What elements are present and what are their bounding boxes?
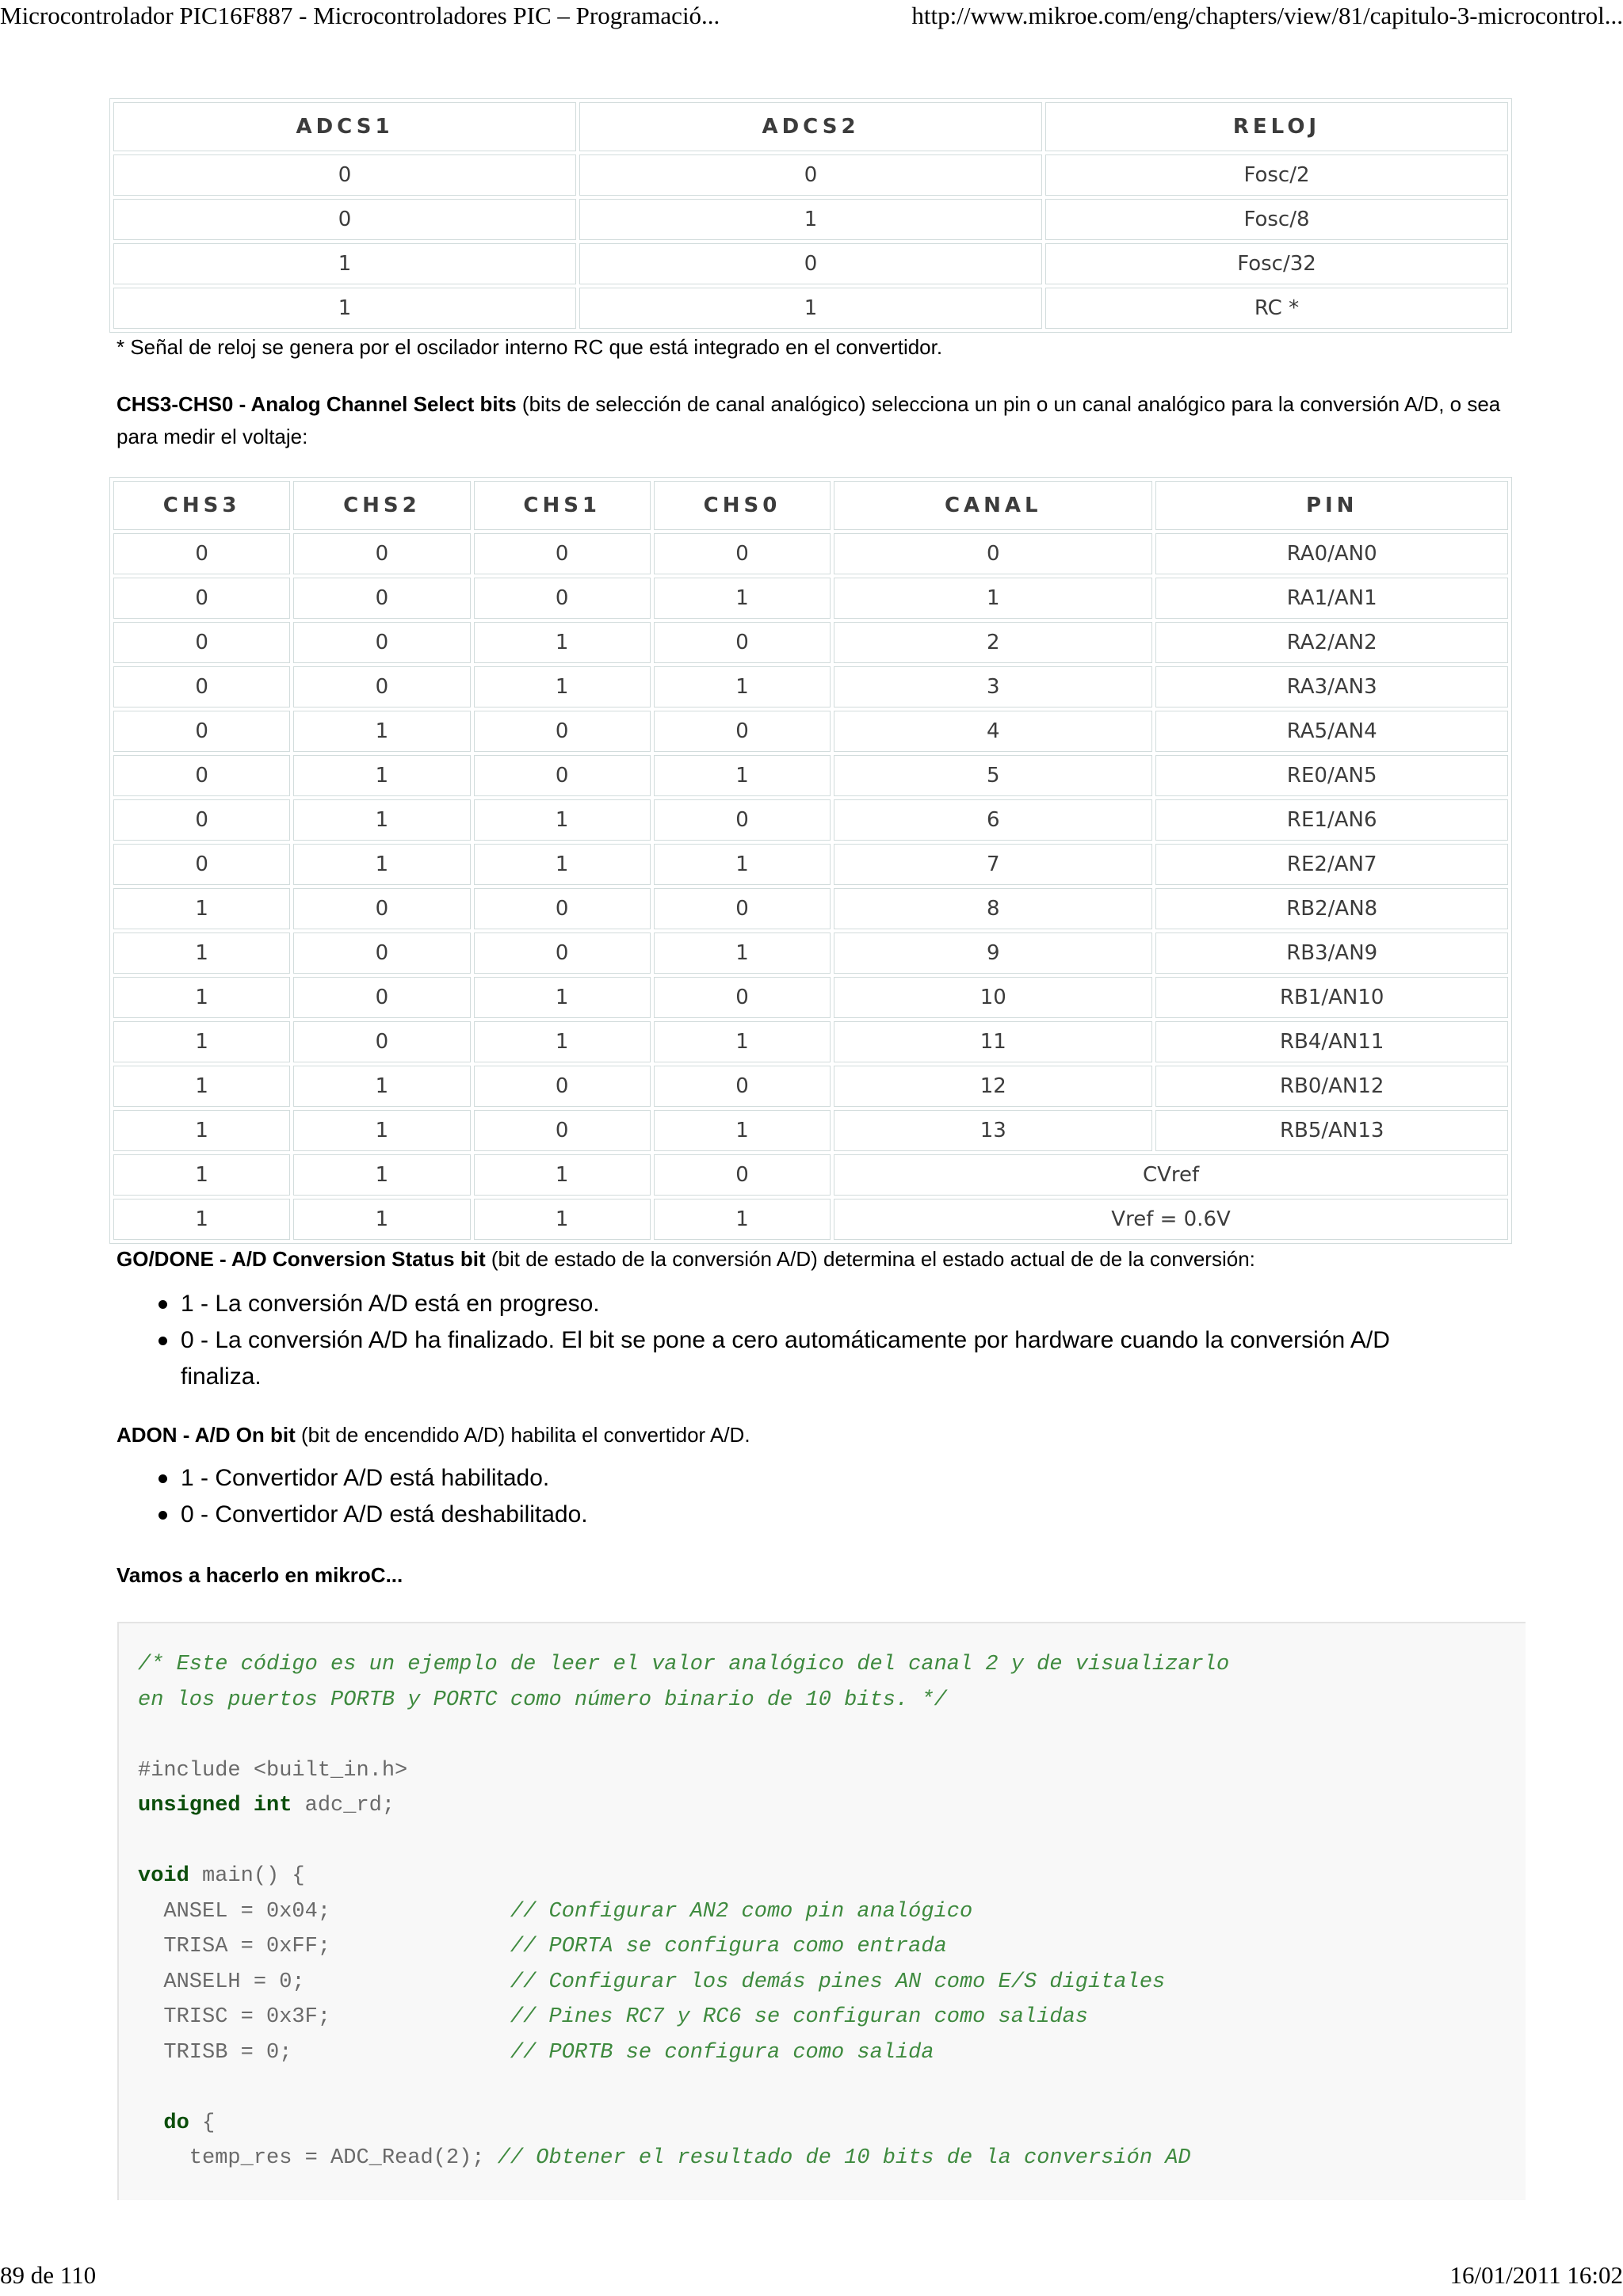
table-cell: 1 — [113, 1021, 290, 1062]
table-row — [113, 755, 1508, 796]
table-header-cell: CHS2 — [293, 481, 470, 530]
code-statement: ANSELH = 0; — [138, 1970, 510, 1994]
table-row — [113, 1066, 1508, 1107]
godone-bold: GO/DONE - A/D Conversion Status bit — [116, 1247, 486, 1271]
table-cell: 1 — [293, 1154, 470, 1196]
table-row — [113, 1154, 1508, 1196]
table-cell: Fosc/2 — [1045, 154, 1508, 196]
table-cell: RB0/AN12 — [1155, 1066, 1508, 1107]
table-row — [113, 154, 1508, 196]
code-statement: temp_res = ADC_Read(2); — [138, 2146, 498, 2170]
table-cell: 11 — [834, 1021, 1152, 1062]
table-cell: 0 — [113, 578, 290, 619]
table-cell: 1 — [654, 755, 831, 796]
table-cell: 0 — [113, 199, 576, 240]
code-comment: // PORTA se configura como entrada — [510, 1935, 947, 1958]
table-cell: 0 — [474, 533, 651, 574]
page-footer-number: 89 de 110 — [0, 2261, 97, 2289]
table-cell: RA0/AN0 — [1155, 533, 1508, 574]
code-comment: // Configurar los demás pines AN como E/S digitales — [510, 1970, 1166, 1994]
table-header-row — [113, 102, 1508, 151]
code-comment: // Pines RC7 y RC6 se configuran como salidas — [510, 2005, 1089, 2029]
table-cell: 1 — [293, 1110, 470, 1151]
table-row — [113, 844, 1508, 885]
table-row — [113, 1199, 1508, 1240]
table-cell: 0 — [113, 622, 290, 663]
table-cell: 1 — [293, 844, 470, 885]
table-row — [113, 578, 1508, 619]
table-cell: 1 — [474, 977, 651, 1018]
table-row — [113, 622, 1508, 663]
table-header-cell: ADCS1 — [113, 102, 576, 151]
table-cell: 5 — [834, 755, 1152, 796]
code-keyword: do — [163, 2111, 189, 2135]
table-cell: 0 — [474, 1066, 651, 1107]
code-comment: // PORTB se configura como salida — [510, 2040, 934, 2065]
table-cell: 0 — [113, 533, 290, 574]
table-cell: 1 — [113, 243, 576, 284]
table-cell: 1 — [293, 1066, 470, 1107]
code-comment: // Obtener el resultado de 10 bits de la conversión AD — [497, 2146, 1191, 2170]
table-cell: Fosc/32 — [1045, 243, 1508, 284]
table-cell: RC * — [1045, 288, 1508, 329]
code-include: #include <built_in.h> — [138, 1758, 408, 1783]
table-cell: RB1/AN10 — [1155, 977, 1508, 1018]
table-cell: 0 — [654, 977, 831, 1018]
table-row — [113, 1110, 1508, 1151]
table-cell: 1 — [474, 1021, 651, 1062]
adon-list — [158, 1460, 1458, 1533]
table-cell: 0 — [474, 578, 651, 619]
table-row — [113, 199, 1508, 240]
table-cell: RA1/AN1 — [1155, 578, 1508, 619]
code-statement: ANSEL = 0x04; — [138, 1899, 510, 1924]
table-row — [113, 243, 1508, 284]
code-comment: /* Este código es un ejemplo de leer el valor analógico del canal 2 y de visualizarlo — [138, 1653, 1230, 1676]
table-cell: 1 — [113, 888, 290, 929]
table-cell: 0 — [113, 711, 290, 752]
table-cell: 8 — [834, 888, 1152, 929]
code-statement: TRISA = 0xFF; — [138, 1935, 510, 1958]
table-header-cell: ADCS2 — [579, 102, 1042, 151]
table-cell: 1 — [654, 933, 831, 974]
table-cell: 13 — [834, 1110, 1152, 1151]
table-cell: RB2/AN8 — [1155, 888, 1508, 929]
table-cell: Vref = 0.6V — [834, 1199, 1508, 1240]
code-keyword: void — [138, 1864, 189, 1888]
table-cell: 1 — [293, 1199, 470, 1240]
table-header-cell: RELOJ — [1045, 102, 1508, 151]
table-cell: 0 — [293, 578, 470, 619]
page-header-url: http://www.mikroe.com/eng/chapters/view/81/capitulo-3-microcontrol... — [911, 2, 1623, 29]
table-cell: 0 — [293, 933, 470, 974]
adon-bold: ADON - A/D On bit — [116, 1423, 296, 1447]
chs-intro-bold: CHS3-CHS0 - Analog Channel Select bits — [116, 392, 517, 416]
table-header-cell: CHS0 — [654, 481, 831, 530]
table-cell: 7 — [834, 844, 1152, 885]
table-cell: 1 — [113, 288, 576, 329]
chs-intro-paragraph — [116, 388, 1511, 453]
table-cell: RA2/AN2 — [1155, 622, 1508, 663]
table-cell: 0 — [654, 622, 831, 663]
code-statement: TRISC = 0x3F; — [138, 2005, 510, 2029]
table-cell: 0 — [654, 711, 831, 752]
table-row — [113, 711, 1508, 752]
chs-channel-table — [109, 477, 1512, 1244]
adon-text: (bit de encendido A/D) habilita el convertidor A/D. — [295, 1423, 750, 1447]
table-row — [113, 933, 1508, 974]
code-text: main() { — [189, 1864, 305, 1888]
table-cell: 2 — [834, 622, 1152, 663]
table-cell: 1 — [579, 288, 1042, 329]
mikroc-heading — [116, 1559, 1511, 1592]
table-cell: 6 — [834, 799, 1152, 841]
table-cell: 1 — [654, 666, 831, 707]
table-cell: 1 — [113, 1110, 290, 1151]
code-statement: TRISB = 0; — [138, 2040, 510, 2065]
table-cell: RE2/AN7 — [1155, 844, 1508, 885]
table-cell: 0 — [474, 933, 651, 974]
table-cell: 1 — [654, 578, 831, 619]
table-cell: 0 — [293, 977, 470, 1018]
code-listing — [119, 1623, 1526, 2176]
table-cell: 1 — [474, 666, 651, 707]
code-comment: en los puertos PORTB y PORTC como número binario de 10 bits. */ — [138, 1688, 947, 1712]
table-cell: 1 — [654, 1199, 831, 1240]
table-cell: 0 — [293, 1021, 470, 1062]
list-item: 0 - Convertidor A/D está deshabilitado. — [158, 1497, 1458, 1533]
godone-text: (bit de estado de la conversión A/D) determina el estado actual de de la conversión: — [485, 1247, 1255, 1271]
table-cell: 0 — [113, 844, 290, 885]
table-cell: 1 — [113, 1066, 290, 1107]
table-cell: 0 — [654, 533, 831, 574]
table-cell: 0 — [474, 1110, 651, 1151]
table-cell: RB3/AN9 — [1155, 933, 1508, 974]
table-cell: 1 — [474, 799, 651, 841]
table-cell: 1 — [474, 622, 651, 663]
table-cell: 1 — [474, 844, 651, 885]
table-cell: 1 — [113, 1154, 290, 1196]
table-cell: 0 — [293, 622, 470, 663]
code-block — [117, 1622, 1526, 2200]
list-item: 0 - La conversión A/D ha finalizado. El bit se pone a cero automáticamente por hardware cuando la conversión A/D finaliza. — [158, 1322, 1458, 1395]
page-header-title: Microcontrolador PIC16F887 - Microcontroladores PIC – Programació... — [0, 2, 720, 29]
table-cell: 0 — [113, 154, 576, 196]
table-cell: 0 — [474, 888, 651, 929]
adcs-note: * Señal de reloj se genera por el oscilador interno RC que está integrado en el convertidor. — [116, 335, 943, 359]
table-row — [113, 888, 1508, 929]
code-comment: // Configurar AN2 como pin analógico — [510, 1899, 973, 1924]
godone-paragraph — [116, 1243, 1511, 1276]
table-row — [113, 977, 1508, 1018]
table-cell: 1 — [654, 844, 831, 885]
table-cell: 12 — [834, 1066, 1152, 1107]
page-footer-datetime: 16/01/2011 16:02 — [1449, 2261, 1623, 2289]
table-cell: 0 — [654, 1154, 831, 1196]
table-cell: Fosc/8 — [1045, 199, 1508, 240]
adcs-clock-table — [109, 98, 1512, 333]
table-cell: RE1/AN6 — [1155, 799, 1508, 841]
table-cell: 0 — [654, 1066, 831, 1107]
table-header-cell: CANAL — [834, 481, 1152, 530]
table-header-cell: PIN — [1155, 481, 1508, 530]
table-cell: 0 — [113, 755, 290, 796]
table-cell: 3 — [834, 666, 1152, 707]
table-cell: 1 — [293, 711, 470, 752]
table-cell: 1 — [293, 755, 470, 796]
godone-list — [158, 1286, 1458, 1395]
table-header-cell: CHS1 — [474, 481, 651, 530]
table-cell: 1 — [113, 1199, 290, 1240]
table-cell: 0 — [113, 799, 290, 841]
table-cell: 10 — [834, 977, 1152, 1018]
table-cell: RA3/AN3 — [1155, 666, 1508, 707]
table-cell: 1 — [654, 1021, 831, 1062]
table-cell: 1 — [654, 1110, 831, 1151]
table-header-cell: CHS3 — [113, 481, 290, 530]
table-row — [113, 288, 1508, 329]
table-cell: 0 — [113, 666, 290, 707]
table-cell: 0 — [834, 533, 1152, 574]
table-cell: RA5/AN4 — [1155, 711, 1508, 752]
table-row — [113, 1021, 1508, 1062]
table-cell: 0 — [654, 799, 831, 841]
table-cell: CVref — [834, 1154, 1508, 1196]
table-cell: RE0/AN5 — [1155, 755, 1508, 796]
table-row — [113, 666, 1508, 707]
list-item: 1 - Convertidor A/D está habilitado. — [158, 1460, 1458, 1497]
table-cell: 9 — [834, 933, 1152, 974]
code-text: { — [189, 2111, 216, 2135]
table-cell: RB4/AN11 — [1155, 1021, 1508, 1062]
table-row — [113, 533, 1508, 574]
table-cell: 1 — [113, 977, 290, 1018]
table-cell: 1 — [474, 1199, 651, 1240]
table-cell: 4 — [834, 711, 1152, 752]
table-cell: 0 — [654, 888, 831, 929]
code-keyword: unsigned int — [138, 1794, 292, 1817]
table-cell: RB5/AN13 — [1155, 1110, 1508, 1151]
mikroc-heading-text: Vamos a hacerlo en mikroC... — [116, 1563, 403, 1587]
table-cell: 0 — [474, 755, 651, 796]
code-text: adc_rd; — [292, 1794, 395, 1817]
table-cell: 1 — [293, 799, 470, 841]
table-header-row — [113, 481, 1508, 530]
table-cell: 0 — [474, 711, 651, 752]
table-cell: 1 — [579, 199, 1042, 240]
chs-intro-text: (bits de selección de canal analógico) selecciona un pin o un canal analógico para la conversión A/D, o sea para medir el voltaje: — [116, 392, 1501, 448]
list-item: 1 - La conversión A/D está en progreso. — [158, 1286, 1458, 1322]
table-cell: 0 — [293, 533, 470, 574]
table-cell: 1 — [113, 933, 290, 974]
table-cell: 1 — [834, 578, 1152, 619]
table-cell: 0 — [293, 666, 470, 707]
table-cell: 1 — [474, 1154, 651, 1196]
table-cell: 0 — [579, 243, 1042, 284]
table-cell: 0 — [579, 154, 1042, 196]
table-cell: 0 — [293, 888, 470, 929]
table-row — [113, 799, 1508, 841]
adon-paragraph — [116, 1419, 1511, 1451]
